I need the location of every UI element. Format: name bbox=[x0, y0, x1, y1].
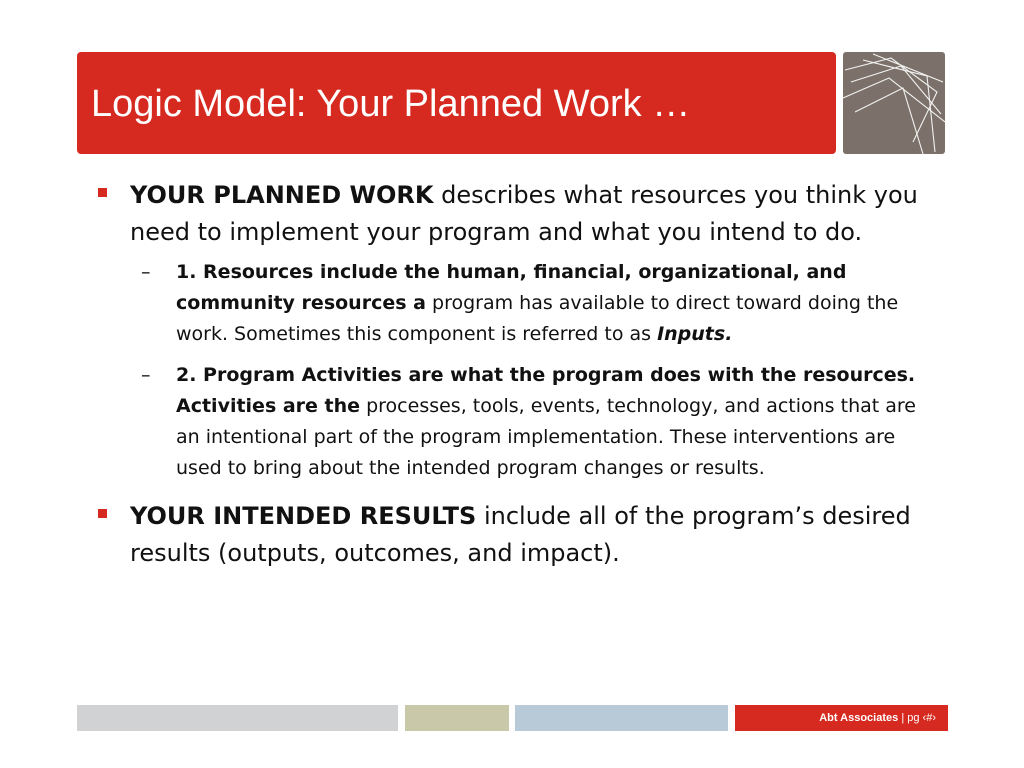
sub-bullet-text: program has available to direct toward doing the work. Sometimes this component is referred to as bbox=[176, 292, 899, 345]
abstract-lines-icon bbox=[843, 52, 945, 154]
slide-title: Logic Model: Your Planned Work … bbox=[91, 83, 691, 125]
footer-separator: | bbox=[901, 712, 905, 724]
sub-bullet-inputs-term: Inputs. bbox=[657, 323, 733, 345]
sub-bullet-bold-text: 1. Resources include the human, financial, organizational, and community resources a bbox=[176, 261, 847, 314]
sub-bullet-activities bbox=[141, 360, 938, 484]
footer-bar-company bbox=[735, 705, 948, 731]
bullet-text: describes what resources you think you need to implement your program and what you intend to do. bbox=[130, 181, 918, 246]
footer-bar-olive bbox=[405, 705, 509, 731]
sub-bullet-bold-text: 2. Program Activities are what the program does with the resources. Activities are the bbox=[176, 364, 916, 417]
page-label: pg bbox=[907, 712, 920, 724]
bullet-planned-work bbox=[98, 177, 938, 251]
bullet-square-icon bbox=[98, 188, 107, 197]
logo-graphic bbox=[843, 52, 945, 154]
footer-bar-gray bbox=[77, 705, 398, 731]
slide-body bbox=[98, 177, 938, 574]
sub-bullet-text: processes, tools, events, technology, and actions that are an intentional part of the program implementation. These interventions are used to bring about the intended program changes or results. bbox=[176, 395, 916, 479]
bullet-text: include all of the program’s desired results (outputs, outcomes, and impact). bbox=[130, 502, 911, 567]
dash-icon: – bbox=[141, 261, 151, 283]
dash-icon: – bbox=[141, 364, 151, 386]
page-number: ‹#› bbox=[922, 712, 936, 724]
footer-bar-blue bbox=[515, 705, 728, 731]
bullet-intended-results bbox=[98, 498, 938, 572]
bullet-bold-text: YOUR PLANNED WORK bbox=[130, 181, 434, 209]
title-bar bbox=[77, 52, 836, 154]
company-name: Abt Associates bbox=[819, 712, 899, 724]
bullet-bold-text: YOUR INTENDED RESULTS bbox=[130, 502, 477, 530]
bullet-square-icon bbox=[98, 509, 107, 518]
sub-bullet-resources bbox=[141, 257, 938, 350]
